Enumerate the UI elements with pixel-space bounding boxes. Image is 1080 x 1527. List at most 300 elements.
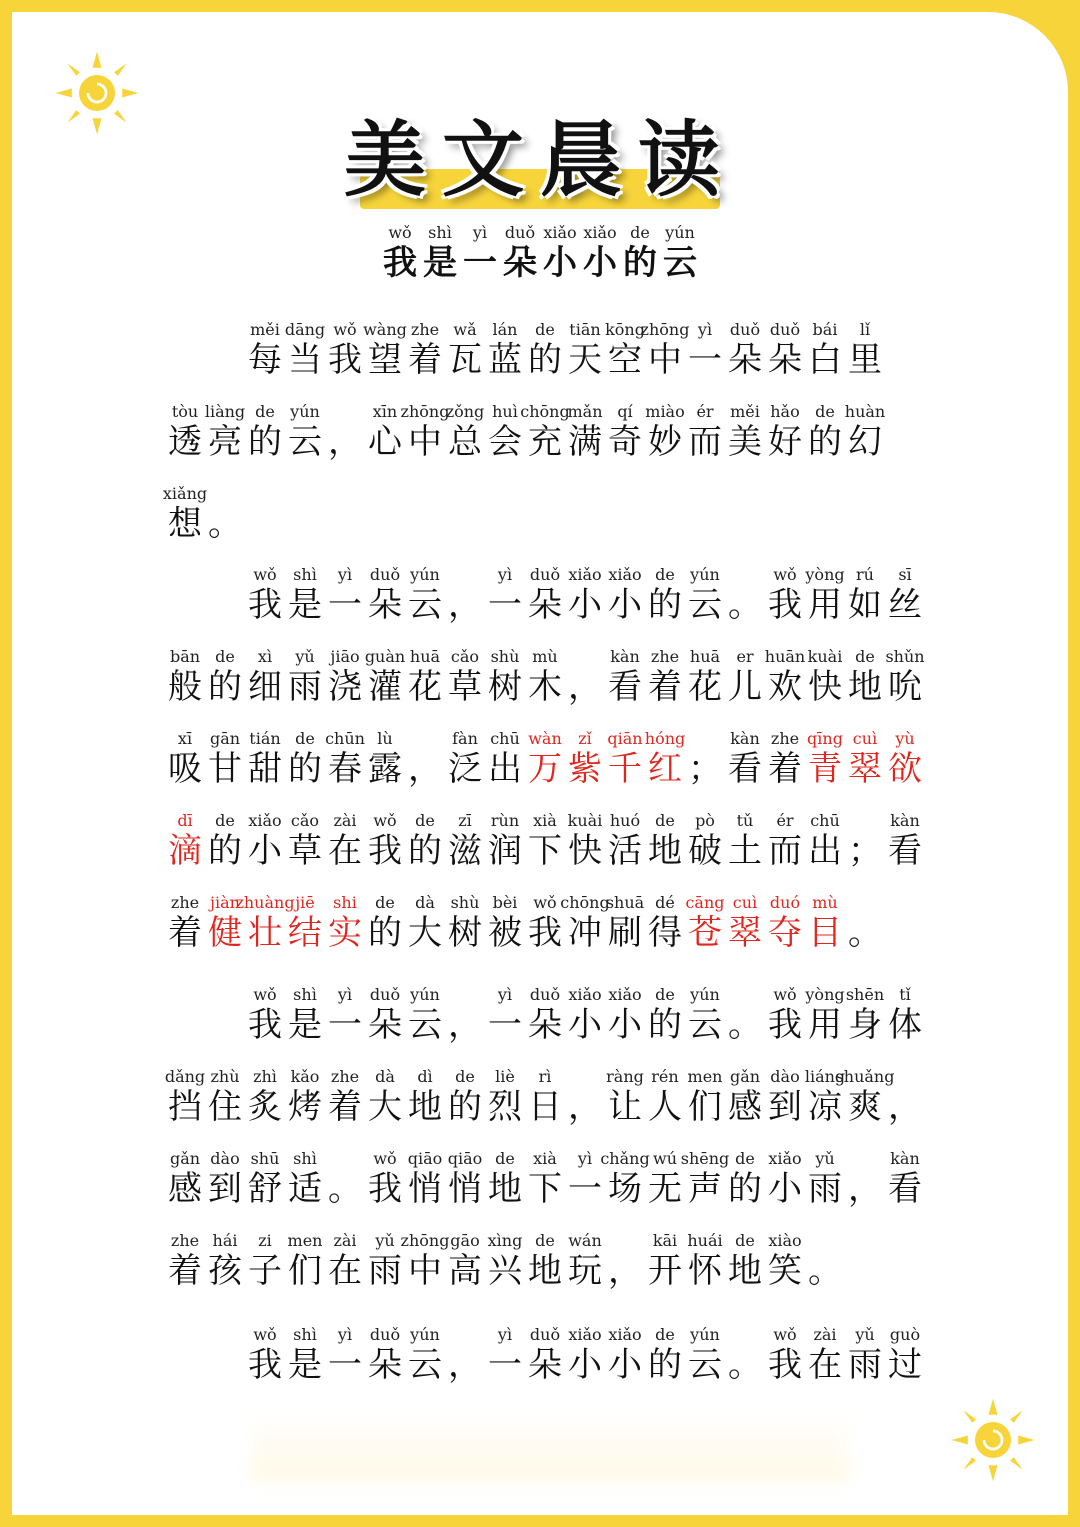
pinyin: de [535, 1231, 555, 1250]
hanzi-with-pinyin [525, 565, 565, 625]
hanzi: 一 [488, 1005, 522, 1045]
hanzi-with-pinyin [805, 647, 845, 707]
hanzi: 出 [808, 831, 842, 871]
pinyin: wǒ [773, 565, 797, 584]
hanzi-with-pinyin [245, 1325, 285, 1385]
pinyin: yì [337, 985, 353, 1004]
hanzi-with-pinyin [765, 1325, 805, 1385]
hanzi: 润 [488, 831, 522, 871]
pinyin: qīng [807, 729, 843, 748]
hanzi-with-pinyin [645, 985, 685, 1045]
hanzi: 的 [648, 1005, 682, 1045]
hanzi-with-pinyin [285, 565, 325, 625]
hanzi-with-pinyin [565, 811, 605, 871]
hanzi: 体 [888, 1005, 922, 1045]
pinyin: xìng [487, 1231, 523, 1250]
hanzi: 看 [608, 667, 642, 707]
hanzi-with-pinyin [445, 647, 485, 707]
hanzi: 雨 [288, 667, 322, 707]
pinyin: de [535, 320, 555, 339]
pinyin: wàng [363, 320, 407, 339]
hanzi-with-pinyin [365, 1325, 405, 1385]
hanzi-with-pinyin [165, 811, 205, 871]
hanzi: 树 [488, 667, 522, 707]
pinyin: xiào [768, 1231, 802, 1250]
pinyin: zǐ [578, 729, 592, 748]
hanzi-with-pinyin [325, 565, 365, 625]
punctuation [445, 565, 485, 625]
pinyin: duǒ [369, 985, 401, 1004]
hanzi-with-pinyin [365, 811, 405, 871]
hanzi: 里 [848, 340, 882, 380]
hanzi-with-pinyin [285, 402, 325, 462]
hanzi: 。 [808, 1251, 842, 1291]
hanzi: 实 [328, 913, 362, 953]
hanzi: 夺 [768, 913, 802, 953]
hanzi: 是 [423, 243, 457, 283]
hanzi: 是 [288, 585, 322, 625]
hanzi: 云 [408, 1005, 442, 1045]
hanzi-with-pinyin [725, 320, 765, 380]
hanzi: 云 [408, 1345, 442, 1385]
pinyin: de [655, 985, 675, 1004]
hanzi: 露 [368, 749, 402, 789]
hanzi: 云 [688, 1345, 722, 1385]
pinyin: zhe [170, 893, 200, 912]
hanzi-with-pinyin [325, 729, 365, 789]
hanzi-with-pinyin [680, 1149, 730, 1209]
hanzi: 草 [448, 667, 482, 707]
hanzi-with-pinyin [445, 1067, 485, 1127]
hanzi: 翠 [848, 749, 882, 789]
punctuation [405, 729, 445, 789]
hanzi: 满 [568, 422, 602, 462]
hanzi-with-pinyin [365, 1149, 405, 1209]
pinyin: xiǎng [162, 484, 208, 503]
hanzi: 云 [288, 422, 322, 462]
hanzi-with-pinyin [525, 1149, 565, 1209]
hanzi-with-pinyin [162, 484, 208, 544]
pinyin: wǒ [253, 565, 277, 584]
hanzi: 的 [208, 667, 242, 707]
pinyin: fàn [452, 729, 478, 748]
hanzi: 一 [488, 585, 522, 625]
pinyin: rú [856, 565, 874, 584]
hanzi-with-pinyin [885, 565, 925, 625]
hanzi: 一 [328, 585, 362, 625]
hanzi-with-pinyin [685, 565, 725, 625]
hanzi-with-pinyin [565, 1325, 605, 1385]
hanzi-with-pinyin [485, 893, 525, 953]
pinyin: duǒ [369, 565, 401, 584]
hanzi: 舒 [248, 1169, 282, 1209]
hanzi: 声 [688, 1169, 722, 1209]
punctuation [885, 1067, 925, 1127]
hanzi: 幻 [848, 422, 882, 462]
hanzi-with-pinyin [845, 1325, 885, 1385]
pinyin: duó [769, 893, 801, 912]
hanzi: 红 [648, 749, 682, 789]
hanzi-with-pinyin [805, 402, 845, 462]
hanzi: 吸 [168, 749, 202, 789]
pinyin: chū [490, 729, 520, 748]
hanzi-with-pinyin [845, 985, 885, 1045]
hanzi: 被 [488, 913, 522, 953]
pinyin: xiǎo [608, 565, 642, 584]
hanzi: 冲 [568, 913, 602, 953]
hanzi: 中 [648, 340, 682, 380]
hanzi-with-pinyin [645, 1149, 685, 1209]
pinyin: duǒ [504, 223, 536, 242]
hanzi: 过 [888, 1345, 922, 1385]
pinyin: cuì [852, 729, 878, 748]
hanzi: 儿 [728, 667, 762, 707]
hanzi: 着 [328, 1087, 362, 1127]
pinyin: xiǎo [543, 223, 577, 242]
hanzi: 的 [808, 422, 842, 462]
hanzi: 到 [768, 1087, 802, 1127]
hanzi-with-pinyin [165, 1067, 205, 1127]
hanzi: 得 [648, 913, 682, 953]
hanzi: 我 [768, 1005, 802, 1045]
pinyin: men [287, 1231, 323, 1250]
pinyin: zhōng [640, 320, 690, 339]
hanzi: 人 [648, 1087, 682, 1127]
pinyin: xiǎo [768, 1149, 802, 1168]
hanzi-with-pinyin [325, 1067, 365, 1127]
hanzi: 目 [808, 913, 842, 953]
pinyin: mù [532, 647, 558, 666]
hanzi: 朵 [528, 1005, 562, 1045]
hanzi-with-pinyin [560, 893, 610, 953]
pinyin: wǒ [253, 985, 277, 1004]
pinyin: de [255, 402, 275, 421]
hanzi: 小 [568, 1345, 602, 1385]
text-line [165, 1045, 925, 1127]
hanzi: 到 [208, 1169, 242, 1209]
hanzi-with-pinyin [245, 811, 285, 871]
hanzi: 子 [248, 1251, 282, 1291]
pinyin: jiāo [330, 647, 360, 666]
pinyin: kǎo [290, 1067, 320, 1086]
hanzi: 一 [328, 1005, 362, 1045]
hanzi-with-pinyin [405, 1149, 445, 1209]
text-line [165, 963, 925, 1045]
pinyin: de [735, 1149, 755, 1168]
hanzi-with-pinyin [845, 565, 885, 625]
hanzi-with-pinyin [235, 893, 295, 953]
hanzi: 烤 [288, 1087, 322, 1127]
pinyin: xiǎo [568, 565, 602, 584]
hanzi-with-pinyin [725, 1067, 765, 1127]
hanzi-with-pinyin [645, 565, 685, 625]
pinyin: zhe [770, 729, 800, 748]
hanzi-with-pinyin [485, 985, 525, 1045]
hanzi-with-pinyin [285, 1067, 325, 1127]
hanzi: 欢 [768, 667, 802, 707]
hanzi: 悄 [408, 1169, 442, 1209]
hanzi: 中 [408, 1251, 442, 1291]
pinyin: gāo [450, 1231, 480, 1250]
pinyin: gǎn [729, 1067, 761, 1086]
hanzi: 地 [728, 1251, 762, 1291]
hanzi: 细 [248, 667, 282, 707]
hanzi-with-pinyin [445, 402, 485, 462]
pinyin: wǒ [388, 223, 412, 242]
hanzi-with-pinyin [485, 1325, 525, 1385]
hanzi-with-pinyin [245, 402, 285, 462]
pinyin: wàn [528, 729, 562, 748]
pinyin: yì [497, 565, 513, 584]
hanzi-with-pinyin [245, 1149, 285, 1209]
hanzi-with-pinyin [685, 1231, 725, 1291]
hanzi: 充 [528, 422, 562, 462]
hanzi: 滴 [168, 831, 202, 871]
hanzi: 快 [568, 831, 602, 871]
hanzi-with-pinyin [525, 1067, 565, 1127]
punctuation [685, 729, 725, 789]
hanzi-with-pinyin [445, 1149, 485, 1209]
pinyin: cǎo [290, 811, 320, 830]
hanzi-with-pinyin [565, 985, 605, 1045]
hanzi: 在 [328, 1251, 362, 1291]
hanzi: 天 [568, 340, 602, 380]
hanzi: 着 [768, 749, 802, 789]
hanzi: ， [888, 1087, 922, 1127]
pinyin: de [815, 402, 835, 421]
pinyin: yǔ [375, 1231, 395, 1250]
hanzi: 云 [688, 1005, 722, 1045]
pinyin: huì [492, 402, 518, 421]
hanzi: 着 [648, 667, 682, 707]
hanzi-with-pinyin [765, 1149, 805, 1209]
pinyin: kāi [652, 1231, 678, 1250]
hanzi-with-pinyin [685, 320, 725, 380]
pinyin: qiān [607, 729, 643, 748]
hanzi: 看 [888, 831, 922, 871]
hanzi: 兴 [488, 1251, 522, 1291]
pinyin: chūn [325, 729, 365, 748]
hanzi: 孩 [208, 1251, 242, 1291]
hanzi-with-pinyin [285, 320, 325, 380]
hanzi-with-pinyin [325, 985, 365, 1045]
hanzi: 我 [248, 1345, 282, 1385]
hanzi-with-pinyin [645, 1067, 685, 1127]
hanzi-with-pinyin [285, 1231, 325, 1291]
hanzi-with-pinyin [380, 223, 420, 283]
pinyin: wǒ [373, 1149, 397, 1168]
hanzi-with-pinyin [765, 1231, 805, 1291]
hanzi: 的 [288, 749, 322, 789]
pinyin: dé [655, 893, 675, 912]
hanzi-with-pinyin [525, 985, 565, 1045]
hanzi: 是 [288, 1345, 322, 1385]
hanzi-with-pinyin [725, 1149, 765, 1209]
hanzi: 的 [448, 1087, 482, 1127]
hanzi-with-pinyin [285, 985, 325, 1045]
hanzi: 白 [808, 340, 842, 380]
hanzi-with-pinyin [245, 729, 285, 789]
hanzi: 欲 [888, 749, 922, 789]
pinyin: de [655, 1325, 675, 1344]
hanzi-with-pinyin [765, 565, 805, 625]
pinyin: shì [293, 565, 317, 584]
punctuation [805, 1231, 845, 1291]
hanzi: 万 [528, 749, 562, 789]
hanzi: 的 [648, 1345, 682, 1385]
pinyin: zài [333, 1231, 357, 1250]
pinyin: chōng [560, 893, 610, 912]
hanzi: 让 [608, 1087, 642, 1127]
hanzi: 美 [728, 422, 762, 462]
hanzi-with-pinyin [525, 811, 565, 871]
pinyin: xiǎo [608, 1325, 642, 1344]
text-line [165, 871, 925, 953]
hanzi-with-pinyin [805, 893, 845, 953]
hanzi: 泛 [448, 749, 482, 789]
hanzi-with-pinyin [525, 893, 565, 953]
hanzi-with-pinyin [405, 1325, 445, 1385]
hanzi-with-pinyin [245, 1067, 285, 1127]
hanzi: 雨 [848, 1345, 882, 1385]
pinyin: lù [377, 729, 393, 748]
hanzi: 一 [488, 1345, 522, 1385]
hanzi: 的 [648, 585, 682, 625]
hanzi-with-pinyin [765, 647, 805, 707]
pinyin: huā [689, 647, 721, 666]
pinyin: dī [177, 811, 193, 830]
hanzi: 适 [288, 1169, 322, 1209]
hanzi: 日 [528, 1087, 562, 1127]
hanzi: 空 [608, 340, 642, 380]
pinyin: duǒ [529, 565, 561, 584]
page-title: 美文晨读 [343, 113, 736, 208]
hanzi-with-pinyin [805, 729, 845, 789]
hanzi: 朵 [768, 340, 802, 380]
hanzi-with-pinyin [725, 893, 765, 953]
pinyin: de [455, 1067, 475, 1086]
hanzi-with-pinyin [245, 985, 285, 1045]
hanzi-with-pinyin [565, 1231, 605, 1291]
hanzi: ， [568, 667, 602, 707]
pinyin: ér [776, 811, 794, 830]
pinyin: zǒng [445, 402, 485, 421]
hanzi-with-pinyin [400, 1231, 450, 1291]
pinyin: dà [375, 1067, 395, 1086]
hanzi-with-pinyin [725, 811, 765, 871]
hanzi: 用 [808, 585, 842, 625]
text-line [165, 1127, 925, 1209]
hanzi: 朵 [528, 1345, 562, 1385]
hanzi-with-pinyin [885, 811, 925, 871]
hanzi-with-pinyin [605, 647, 645, 707]
pinyin: qiāo [407, 1149, 443, 1168]
hanzi: 望 [368, 340, 402, 380]
hanzi: 吮 [888, 667, 922, 707]
pinyin: xī [177, 729, 193, 748]
hanzi-with-pinyin [485, 647, 525, 707]
hanzi-with-pinyin [485, 1149, 525, 1209]
pinyin: huó [609, 811, 641, 830]
hanzi-with-pinyin [165, 893, 205, 953]
punctuation [205, 484, 245, 544]
pinyin: qiāo [447, 1149, 483, 1168]
hanzi: 大 [408, 913, 442, 953]
hanzi-with-pinyin [245, 1231, 285, 1291]
hanzi-with-pinyin [245, 565, 285, 625]
hanzi-with-pinyin [325, 320, 365, 380]
hanzi-with-pinyin [600, 1149, 650, 1209]
hanzi: 的 [248, 422, 282, 462]
hanzi-with-pinyin [685, 1067, 725, 1127]
pinyin: de [495, 1149, 515, 1168]
pinyin: de [415, 811, 435, 830]
pinyin: xià [533, 1149, 557, 1168]
hanzi-with-pinyin [165, 1149, 205, 1209]
hanzi-with-pinyin [205, 402, 245, 462]
pinyin: yǔ [855, 1325, 875, 1344]
pinyin: qí [617, 402, 633, 421]
pinyin: mǎn [567, 402, 603, 421]
paragraph [165, 1303, 925, 1385]
sun-icon-bottom-right [948, 1395, 1038, 1485]
hanzi-with-pinyin [405, 985, 445, 1045]
pinyin: zhuàng [235, 893, 295, 912]
hanzi-with-pinyin [565, 1149, 605, 1209]
pinyin: gǎn [169, 1149, 201, 1168]
hanzi: 心 [368, 422, 402, 462]
pinyin: tǐ [899, 985, 911, 1004]
pinyin: shì [293, 1149, 317, 1168]
pinyin: gān [209, 729, 241, 748]
hanzi: 总 [448, 422, 482, 462]
hanzi-with-pinyin [805, 320, 845, 380]
pinyin: bān [169, 647, 201, 666]
hanzi: 小 [543, 243, 577, 283]
pinyin: duǒ [529, 1325, 561, 1344]
pinyin: hóng [644, 729, 686, 748]
hanzi: 的 [528, 340, 562, 380]
hanzi: 住 [208, 1087, 242, 1127]
hanzi: 着 [408, 340, 442, 380]
hanzi-with-pinyin [405, 811, 445, 871]
hanzi: 感 [728, 1087, 762, 1127]
hanzi-with-pinyin [325, 811, 365, 871]
hanzi-with-pinyin [525, 1325, 565, 1385]
pinyin: yǔ [815, 1149, 835, 1168]
hanzi: 朵 [728, 340, 762, 380]
pinyin: chǎng [600, 1149, 650, 1168]
pinyin: liè [495, 1067, 515, 1086]
hanzi-with-pinyin [525, 647, 565, 707]
hanzi: 我 [528, 913, 562, 953]
hanzi-with-pinyin [605, 402, 645, 462]
hanzi: 奇 [608, 422, 642, 462]
pinyin: xì [257, 647, 273, 666]
pinyin: mù [812, 893, 838, 912]
hanzi: 甜 [248, 749, 282, 789]
hanzi: 小 [608, 1345, 642, 1385]
hanzi-with-pinyin [565, 320, 605, 380]
hanzi-with-pinyin [205, 647, 245, 707]
hanzi-with-pinyin [460, 223, 500, 283]
hanzi-with-pinyin [400, 402, 450, 462]
hanzi: 小 [768, 1169, 802, 1209]
hanzi: 活 [608, 831, 642, 871]
hanzi: 们 [288, 1251, 322, 1291]
pinyin: cǎo [450, 647, 480, 666]
hanzi: 朵 [528, 585, 562, 625]
